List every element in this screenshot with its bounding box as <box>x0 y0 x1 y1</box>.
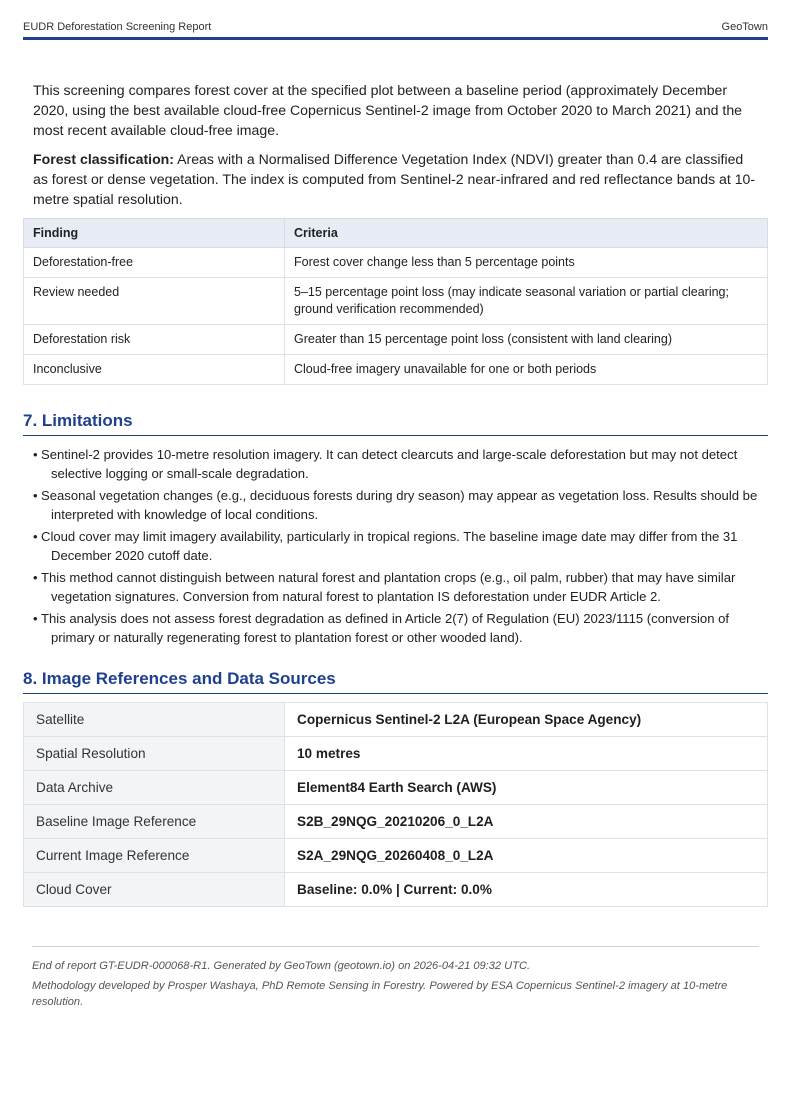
source-value: Baseline: 0.0% | Current: 0.0% <box>285 873 768 907</box>
list-item: • Sentinel-2 provides 10-metre resolution imagery. It can detect clearcuts and large-scale deforestation but may not detect selective logging or small-scale degradation. <box>33 447 738 481</box>
footer-line-1: End of report GT-EUDR-000068-R1. Generated by GeoTown (geotown.io) on 2026-04-21 09:32 UTC. <box>32 960 531 972</box>
table-row <box>24 355 768 385</box>
classification-text: Areas with a Normalised Difference Vegetation Index (NDVI) greater than 0.4 are classified as forest or dense vegetation. The index is computed from Sentinel-2 near-infrared and red reflectance bands at 10-metre spatial resolution. <box>33 151 756 207</box>
footer-line-2: Methodology developed by Prosper Washaya, PhD Remote Sensing in Forestry. Powered by ESA Copernicus Sentinel-2 imagery at 10-metre resolution. <box>32 980 728 1008</box>
report-title: EUDR Deforestation Screening Report <box>23 21 212 33</box>
report-body <box>23 80 768 907</box>
source-label: Baseline Image Reference <box>24 805 285 839</box>
source-label: Satellite <box>24 703 285 737</box>
classification-label: Forest classification: <box>33 151 174 167</box>
findings-header-row <box>24 219 768 248</box>
table-row <box>24 737 768 771</box>
source-value: S2A_29NQG_20260408_0_L2A <box>285 839 768 873</box>
source-label: Data Archive <box>24 771 285 805</box>
finding-cell: Inconclusive <box>24 355 285 385</box>
list-item: • Cloud cover may limit imagery availability, particularly in tropical regions. The baseline image date may differ from the 31 December 2020 cutoff date. <box>33 529 738 563</box>
intro-paragraph: This screening compares forest cover at the specified plot between a baseline period (approximately December 2020, using the best available cloud-free Copernicus Sentinel-2 image from October 2020 to March 2021) and the most recent available cloud-free image. <box>33 82 743 138</box>
finding-cell: Deforestation-free <box>24 248 285 278</box>
criteria-cell: Forest cover change less than 5 percentage points <box>285 248 768 278</box>
classification-paragraph <box>33 149 759 209</box>
source-label: Spatial Resolution <box>24 737 285 771</box>
criteria-cell: 5–15 percentage point loss (may indicate seasonal variation or partial clearing; ground verification recommended) <box>285 278 768 325</box>
page-header <box>23 21 768 40</box>
findings-table <box>23 218 768 385</box>
table-row <box>24 839 768 873</box>
source-value: Copernicus Sentinel-2 L2A (European Space Agency) <box>285 703 768 737</box>
list-item: • Seasonal vegetation changes (e.g., deciduous forests during dry season) may appear as vegetation loss. Results should be interpreted with knowledge of local conditions. <box>33 488 758 522</box>
table-row <box>24 703 768 737</box>
source-value: Element84 Earth Search (AWS) <box>285 771 768 805</box>
finding-cell: Deforestation risk <box>24 325 285 355</box>
limitations-list <box>23 446 768 647</box>
source-value: 10 metres <box>285 737 768 771</box>
source-label: Current Image Reference <box>24 839 285 873</box>
table-row <box>24 873 768 907</box>
table-row <box>24 278 768 325</box>
sources-heading: 8. Image References and Data Sources <box>23 669 768 694</box>
column-header-finding: Finding <box>24 219 285 248</box>
table-row <box>24 325 768 355</box>
table-row <box>24 248 768 278</box>
source-value: S2B_29NQG_20210206_0_L2A <box>285 805 768 839</box>
column-header-criteria: Criteria <box>285 219 768 248</box>
table-row <box>24 771 768 805</box>
list-item: • This analysis does not assess forest degradation as defined in Article 2(7) of Regulation (EU) 2023/1115 (conversion of primary or naturally regenerating forest to plantation forest or other wooded land). <box>33 611 730 645</box>
sources-table <box>23 702 768 907</box>
brand-name: GeoTown <box>721 21 768 33</box>
list-item: • This method cannot distinguish between natural forest and plantation crops (e.g., oil palm, rubber) that may have similar vegetation signatures. Conversion from natural forest to plantation IS deforestation under EUDR Article 2. <box>33 570 736 604</box>
source-label: Cloud Cover <box>24 873 285 907</box>
criteria-cell: Greater than 15 percentage point loss (consistent with land clearing) <box>285 325 768 355</box>
report-footer <box>32 946 759 1014</box>
limitations-heading: 7. Limitations <box>23 411 768 436</box>
table-row <box>24 805 768 839</box>
finding-cell: Review needed <box>24 278 285 325</box>
criteria-cell: Cloud-free imagery unavailable for one or both periods <box>285 355 768 385</box>
